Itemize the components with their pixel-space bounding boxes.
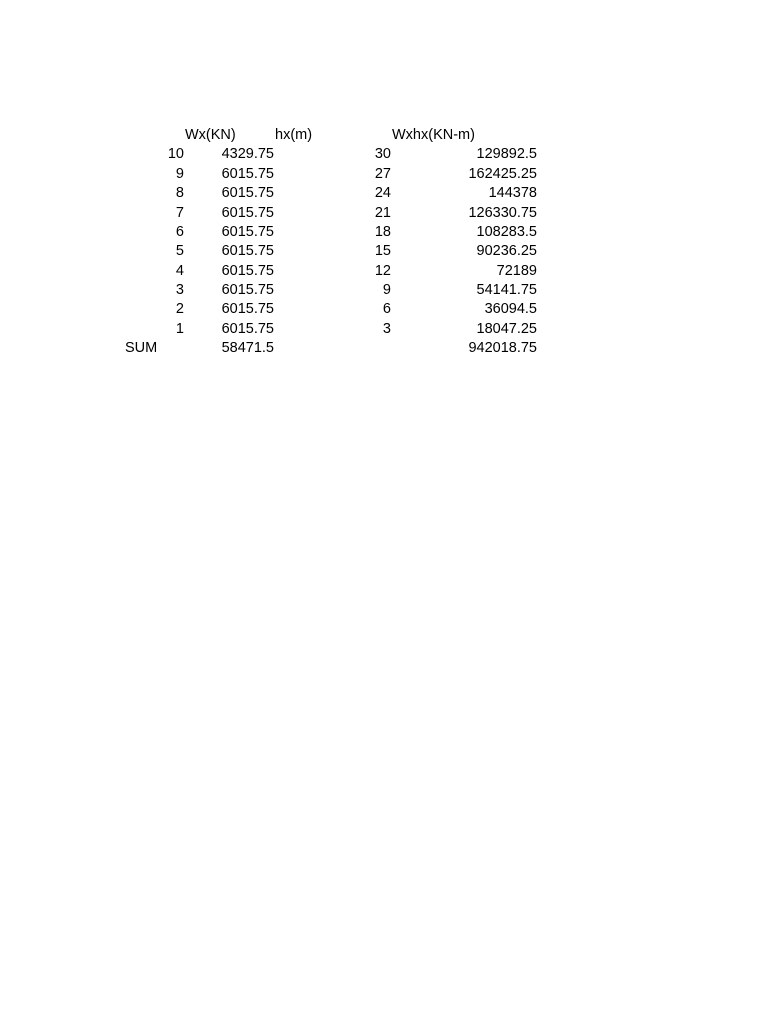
cell-hx: 9 — [382, 282, 391, 298]
cell-wx: 6015.75 — [221, 282, 274, 298]
sum-label: SUM — [125, 340, 158, 356]
cell-wx: 6015.75 — [221, 165, 274, 182]
cell-hx: 30 — [374, 146, 391, 162]
cell-floor: 3 — [175, 282, 184, 298]
cell-floor: 6 — [175, 223, 184, 240]
sum-wx: 58471.5 — [221, 340, 274, 356]
cell-wx: 6015.75 — [221, 185, 274, 201]
cell-hx: 18 — [374, 223, 391, 240]
header-wx: Wx(KN) — [185, 127, 236, 143]
cell-floor: 2 — [175, 301, 184, 317]
cell-floor: 5 — [175, 243, 184, 259]
cell-hx: 15 — [374, 243, 391, 259]
cell-wxhx: 90236.25 — [476, 243, 537, 259]
cell-hx: 6 — [382, 301, 391, 317]
cell-wx: 6015.75 — [221, 320, 274, 337]
cell-floor: 4 — [175, 262, 184, 279]
cell-floor: 1 — [175, 320, 184, 337]
cell-hx: 12 — [374, 262, 391, 279]
cell-wx: 6015.75 — [221, 243, 274, 259]
cell-wxhx: 144378 — [488, 185, 537, 201]
cell-wxhx: 18047.25 — [476, 320, 537, 337]
cell-wxhx: 72189 — [496, 262, 537, 279]
cell-wxhx: 126330.75 — [468, 204, 537, 221]
cell-hx: 27 — [374, 165, 391, 182]
cell-wxhx: 36094.5 — [484, 301, 537, 317]
cell-hx: 3 — [382, 320, 391, 337]
cell-hx: 21 — [374, 204, 391, 221]
cell-wx: 6015.75 — [221, 204, 274, 221]
cell-wxhx: 54141.75 — [476, 282, 537, 298]
cell-floor: 9 — [175, 165, 184, 182]
header-wxhx: Wxhx(KN-m) — [392, 127, 475, 143]
cell-floor: 7 — [175, 204, 184, 221]
cell-wxhx: 129892.5 — [476, 146, 537, 162]
cell-wx: 6015.75 — [221, 301, 274, 317]
cell-wx: 6015.75 — [221, 262, 274, 279]
sum-wxhx: 942018.75 — [468, 340, 537, 356]
cell-floor: 8 — [175, 185, 184, 201]
cell-floor: 10 — [167, 146, 184, 162]
cell-wx: 6015.75 — [221, 223, 274, 240]
cell-wxhx: 108283.5 — [476, 223, 537, 240]
header-hx: hx(m) — [275, 127, 313, 143]
cell-wxhx: 162425.25 — [468, 165, 537, 182]
cell-wx: 4329.75 — [221, 146, 274, 162]
cell-hx: 24 — [374, 185, 391, 201]
